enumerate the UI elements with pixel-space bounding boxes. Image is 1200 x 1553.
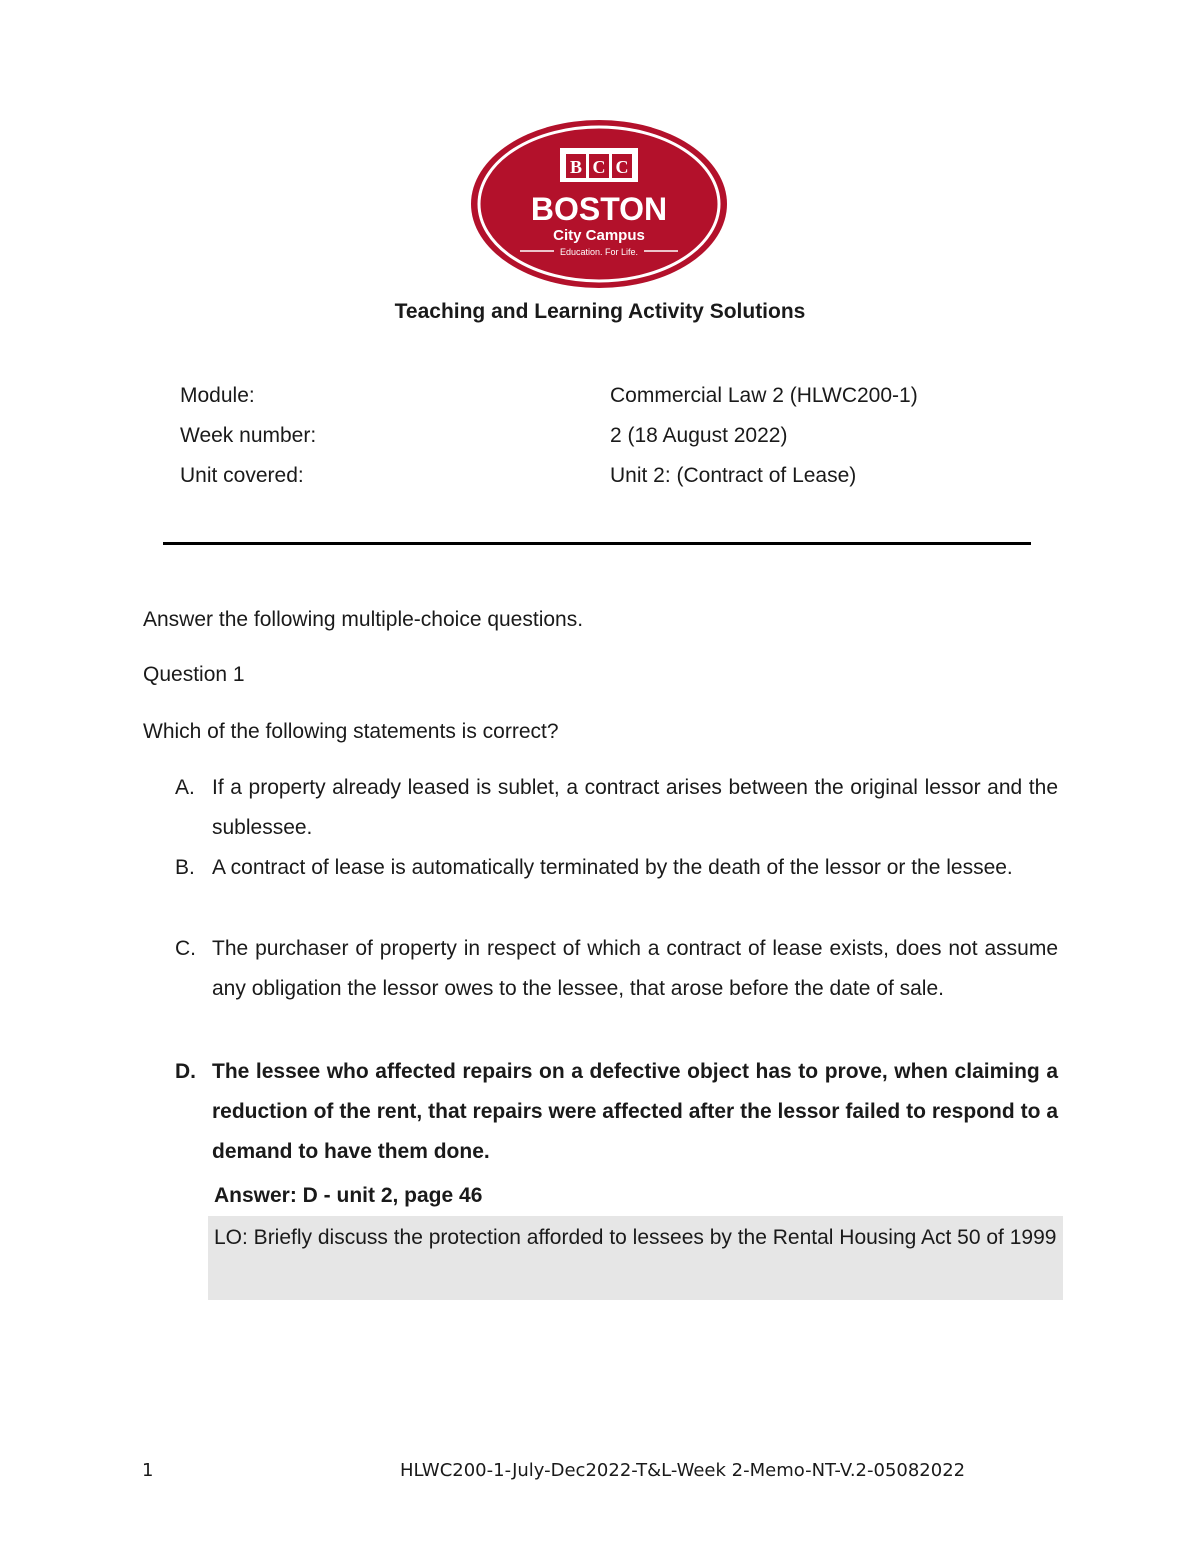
answer-line: Answer: D - unit 2, page 46 xyxy=(214,1184,483,1207)
option-b-letter: B. xyxy=(175,856,195,879)
logo-tagline: Education. For Life. xyxy=(559,247,639,257)
logo-name: BOSTON xyxy=(530,191,668,227)
logo-subname: City Campus xyxy=(553,227,645,244)
week-value: 2 (18 August 2022) xyxy=(610,424,788,447)
question-heading: Question 1 xyxy=(143,663,245,686)
week-row xyxy=(180,422,980,450)
module-value: Commercial Law 2 (HLWC200-1) xyxy=(610,384,918,407)
option-b-text: A contract of lease is automatically terminated by the death of the lessor or the lessee. xyxy=(212,856,1013,879)
svg-text:C: C xyxy=(592,157,606,177)
horizontal-divider xyxy=(163,542,1031,545)
instruction-text: Answer the following multiple-choice questions. xyxy=(143,608,584,631)
module-label: Module: xyxy=(180,384,255,407)
option-a-letter: A. xyxy=(175,776,195,799)
svg-text:B: B xyxy=(569,157,583,177)
module-row xyxy=(180,382,980,410)
svg-text:C: C xyxy=(615,157,629,177)
option-d-letter: D. xyxy=(175,1060,196,1083)
document-title: Teaching and Learning Activity Solutions xyxy=(394,300,806,323)
learning-outcome-text: LO: Briefly discuss the protection afforded to lessees by the Rental Housing Act 50 of 1999 xyxy=(214,1226,1057,1249)
option-a-text: If a property already leased is sublet, a contract arises between the original lessor and the sublessee. xyxy=(212,776,1058,839)
learning-outcome-box xyxy=(208,1216,1063,1300)
option-d-text: The lessee who affected repairs on a defective object has to prove, when claiming a reduction of the rent, that repairs were affected after the lessor failed to respond to a demand to have them done. xyxy=(212,1060,1058,1163)
document-code: HLWC200-1-July-Dec2022-T&L-Week 2-Memo-NT-V.2-05082022 xyxy=(400,1460,966,1481)
unit-row xyxy=(180,462,980,490)
unit-value: Unit 2: (Contract of Lease) xyxy=(610,464,857,487)
boston-city-campus-logo xyxy=(470,118,728,290)
option-c-letter: C. xyxy=(175,937,196,960)
week-label: Week number: xyxy=(180,424,317,447)
logo-initials-emblem xyxy=(560,148,638,182)
unit-label: Unit covered: xyxy=(180,464,304,487)
page-number: 1 xyxy=(142,1460,154,1481)
option-c-text: The purchaser of property in respect of which a contract of lease exists, does not assume any obligation the lessor owes to the lessee, that arose before the date of sale. xyxy=(212,937,1058,1000)
question-text: Which of the following statements is correct? xyxy=(143,720,559,743)
